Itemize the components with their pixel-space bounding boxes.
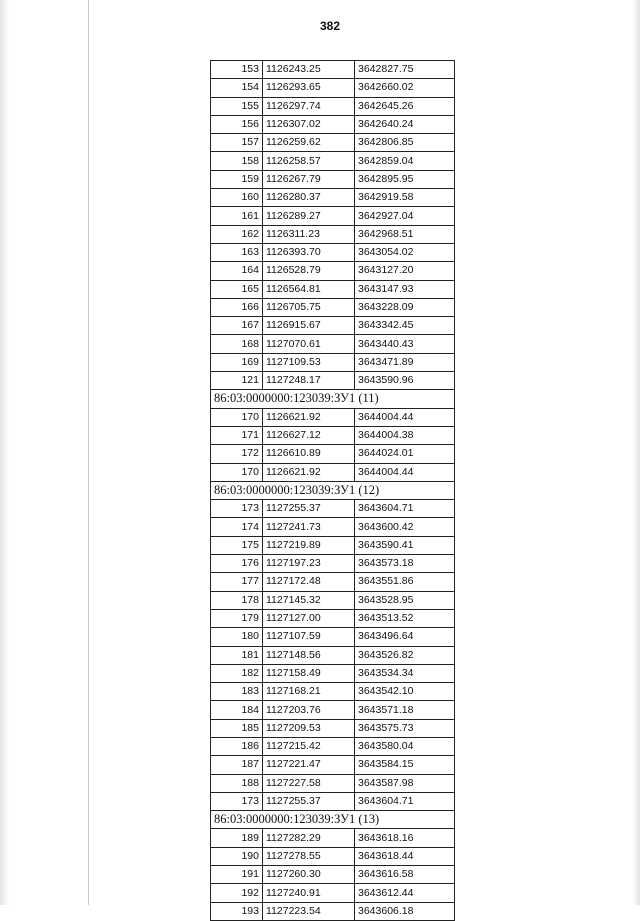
point-number-cell: 153: [211, 61, 263, 79]
y-coordinate-cell: 3643600.42: [355, 518, 455, 536]
y-coordinate-cell: 3643604.71: [355, 792, 455, 810]
y-coordinate-cell: 3644024.01: [355, 445, 455, 463]
y-coordinate-cell: 3643054.02: [355, 243, 455, 261]
point-number-cell: 121: [211, 372, 263, 390]
point-number-cell: 191: [211, 866, 263, 884]
table-row: [211, 207, 455, 225]
table-row: [211, 97, 455, 115]
point-number-cell: 163: [211, 243, 263, 261]
table-row: [211, 518, 455, 536]
x-coordinate-cell: 1127203.76: [263, 701, 355, 719]
table-row: [211, 79, 455, 97]
point-number-cell: 173: [211, 792, 263, 810]
point-number-cell: 158: [211, 152, 263, 170]
y-coordinate-cell: 3642968.51: [355, 225, 455, 243]
table-row: [211, 500, 455, 518]
x-coordinate-cell: 1126280.37: [263, 189, 355, 207]
y-coordinate-cell: 3643551.86: [355, 573, 455, 591]
table-row: [211, 664, 455, 682]
point-number-cell: 157: [211, 134, 263, 152]
parcel-id: 86:03:0000000:123039:ЗУ1 (12): [211, 481, 455, 499]
point-number-cell: 173: [211, 500, 263, 518]
x-coordinate-cell: 1127107.59: [263, 628, 355, 646]
x-coordinate-cell: 1127145.32: [263, 591, 355, 609]
x-coordinate-cell: 1126243.25: [263, 61, 355, 79]
y-coordinate-cell: 3643228.09: [355, 298, 455, 316]
y-coordinate-cell: 3642640.24: [355, 115, 455, 133]
x-coordinate-cell: 1126564.81: [263, 280, 355, 298]
y-coordinate-cell: 3643612.44: [355, 884, 455, 902]
y-coordinate-cell: 3643606.18: [355, 902, 455, 920]
table-row: [211, 262, 455, 280]
x-coordinate-cell: 1126267.79: [263, 170, 355, 188]
y-coordinate-cell: 3643542.10: [355, 683, 455, 701]
x-coordinate-cell: 1127255.37: [263, 500, 355, 518]
y-coordinate-cell: 3643528.95: [355, 591, 455, 609]
table-row: [211, 445, 455, 463]
page-number: 382: [319, 19, 341, 33]
y-coordinate-cell: 3643616.58: [355, 866, 455, 884]
table-row: [211, 408, 455, 426]
parcel-id: 86:03:0000000:123039:ЗУ1 (13): [211, 811, 455, 829]
y-coordinate-cell: 3643587.98: [355, 774, 455, 792]
point-number-cell: 192: [211, 884, 263, 902]
point-number-cell: 164: [211, 262, 263, 280]
point-number-cell: 160: [211, 189, 263, 207]
table-row: [211, 646, 455, 664]
x-coordinate-cell: 1126311.23: [263, 225, 355, 243]
point-number-cell: 172: [211, 445, 263, 463]
y-coordinate-cell: 3643573.18: [355, 555, 455, 573]
x-coordinate-cell: 1126621.92: [263, 463, 355, 481]
y-coordinate-cell: 3642859.04: [355, 152, 455, 170]
table-row: [211, 152, 455, 170]
point-number-cell: 181: [211, 646, 263, 664]
y-coordinate-cell: 3642827.75: [355, 61, 455, 79]
x-coordinate-cell: 1127278.55: [263, 847, 355, 865]
table-row: [211, 61, 455, 79]
x-coordinate-cell: 1127172.48: [263, 573, 355, 591]
x-coordinate-cell: 1127127.00: [263, 609, 355, 627]
x-coordinate-cell: 1126293.65: [263, 79, 355, 97]
x-coordinate-cell: 1127197.23: [263, 555, 355, 573]
y-coordinate-cell: 3642645.26: [355, 97, 455, 115]
y-coordinate-cell: 3644004.44: [355, 463, 455, 481]
point-number-cell: 183: [211, 683, 263, 701]
x-coordinate-cell: 1127219.89: [263, 536, 355, 554]
point-number-cell: 166: [211, 298, 263, 316]
y-coordinate-cell: 3643534.34: [355, 664, 455, 682]
y-coordinate-cell: 3644004.44: [355, 408, 455, 426]
table-row: [211, 866, 455, 884]
y-coordinate-cell: 3643147.93: [355, 280, 455, 298]
table-row: [211, 847, 455, 865]
x-coordinate-cell: 1127223.54: [263, 902, 355, 920]
x-coordinate-cell: 1127070.61: [263, 335, 355, 353]
table-row: [211, 609, 455, 627]
point-number-cell: 182: [211, 664, 263, 682]
point-number-cell: 165: [211, 280, 263, 298]
y-coordinate-cell: 3643590.96: [355, 372, 455, 390]
y-coordinate-cell: 3642919.58: [355, 189, 455, 207]
table-row: [211, 243, 455, 261]
section-header-row: [211, 390, 455, 408]
y-coordinate-cell: 3643580.04: [355, 737, 455, 755]
x-coordinate-cell: 1126621.92: [263, 408, 355, 426]
table-row: [211, 189, 455, 207]
y-coordinate-cell: 3644004.38: [355, 426, 455, 444]
point-number-cell: 170: [211, 408, 263, 426]
point-number-cell: 161: [211, 207, 263, 225]
scan-fold-line: [88, 0, 89, 905]
table-row: [211, 134, 455, 152]
y-coordinate-cell: 3642895.95: [355, 170, 455, 188]
y-coordinate-cell: 3643342.45: [355, 317, 455, 335]
point-number-cell: 162: [211, 225, 263, 243]
table-row: [211, 683, 455, 701]
table-row: [211, 591, 455, 609]
x-coordinate-cell: 1127109.53: [263, 353, 355, 371]
point-number-cell: 176: [211, 555, 263, 573]
coordinates-table: [210, 60, 455, 921]
point-number-cell: 171: [211, 426, 263, 444]
y-coordinate-cell: 3643618.16: [355, 829, 455, 847]
table-row: [211, 792, 455, 810]
point-number-cell: 189: [211, 829, 263, 847]
x-coordinate-cell: 1127260.30: [263, 866, 355, 884]
y-coordinate-cell: 3643618.44: [355, 847, 455, 865]
x-coordinate-cell: 1127148.56: [263, 646, 355, 664]
point-number-cell: 186: [211, 737, 263, 755]
table-row: [211, 829, 455, 847]
table-row: [211, 555, 455, 573]
x-coordinate-cell: 1126915.67: [263, 317, 355, 335]
section-header-row: [211, 481, 455, 499]
y-coordinate-cell: 3643584.15: [355, 756, 455, 774]
table-row: [211, 225, 455, 243]
point-number-cell: 193: [211, 902, 263, 920]
x-coordinate-cell: 1127168.21: [263, 683, 355, 701]
x-coordinate-cell: 1126259.62: [263, 134, 355, 152]
table-row: [211, 372, 455, 390]
x-coordinate-cell: 1126610.89: [263, 445, 355, 463]
y-coordinate-cell: 3642660.02: [355, 79, 455, 97]
scan-edge-left: [0, 0, 10, 905]
table-row: [211, 701, 455, 719]
x-coordinate-cell: 1126289.27: [263, 207, 355, 225]
table-row: [211, 737, 455, 755]
x-coordinate-cell: 1127215.42: [263, 737, 355, 755]
x-coordinate-cell: 1126627.12: [263, 426, 355, 444]
x-coordinate-cell: 1127221.47: [263, 756, 355, 774]
point-number-cell: 170: [211, 463, 263, 481]
x-coordinate-cell: 1126307.02: [263, 115, 355, 133]
section-header-row: [211, 811, 455, 829]
table-row: [211, 463, 455, 481]
y-coordinate-cell: 3642806.85: [355, 134, 455, 152]
table-row: [211, 774, 455, 792]
table-row: [211, 884, 455, 902]
table-row: [211, 719, 455, 737]
x-coordinate-cell: 1126528.79: [263, 262, 355, 280]
y-coordinate-cell: 3643496.64: [355, 628, 455, 646]
y-coordinate-cell: 3643471.89: [355, 353, 455, 371]
y-coordinate-cell: 3643513.52: [355, 609, 455, 627]
table-row: [211, 317, 455, 335]
x-coordinate-cell: 1127240.91: [263, 884, 355, 902]
point-number-cell: 188: [211, 774, 263, 792]
y-coordinate-cell: 3643571.18: [355, 701, 455, 719]
point-number-cell: 178: [211, 591, 263, 609]
table-row: [211, 298, 455, 316]
point-number-cell: 154: [211, 79, 263, 97]
coordinates-table-body: [211, 61, 455, 921]
point-number-cell: 187: [211, 756, 263, 774]
x-coordinate-cell: 1127255.37: [263, 792, 355, 810]
point-number-cell: 159: [211, 170, 263, 188]
table-row: [211, 115, 455, 133]
x-coordinate-cell: 1126705.75: [263, 298, 355, 316]
x-coordinate-cell: 1127248.17: [263, 372, 355, 390]
point-number-cell: 155: [211, 97, 263, 115]
table-row: [211, 756, 455, 774]
point-number-cell: 169: [211, 353, 263, 371]
point-number-cell: 190: [211, 847, 263, 865]
x-coordinate-cell: 1127227.58: [263, 774, 355, 792]
point-number-cell: 185: [211, 719, 263, 737]
point-number-cell: 175: [211, 536, 263, 554]
y-coordinate-cell: 3643127.20: [355, 262, 455, 280]
x-coordinate-cell: 1126393.70: [263, 243, 355, 261]
point-number-cell: 184: [211, 701, 263, 719]
y-coordinate-cell: 3643526.82: [355, 646, 455, 664]
parcel-id: 86:03:0000000:123039:ЗУ1 (11): [211, 390, 455, 408]
point-number-cell: 179: [211, 609, 263, 627]
table-row: [211, 335, 455, 353]
x-coordinate-cell: 1127282.29: [263, 829, 355, 847]
point-number-cell: 168: [211, 335, 263, 353]
x-coordinate-cell: 1126258.57: [263, 152, 355, 170]
x-coordinate-cell: 1127158.49: [263, 664, 355, 682]
scan-edge-right: [632, 0, 640, 905]
x-coordinate-cell: 1126297.74: [263, 97, 355, 115]
table-row: [211, 280, 455, 298]
y-coordinate-cell: 3643604.71: [355, 500, 455, 518]
x-coordinate-cell: 1127209.53: [263, 719, 355, 737]
table-row: [211, 353, 455, 371]
table-row: [211, 628, 455, 646]
y-coordinate-cell: 3643440.43: [355, 335, 455, 353]
x-coordinate-cell: 1127241.73: [263, 518, 355, 536]
point-number-cell: 174: [211, 518, 263, 536]
table-row: [211, 426, 455, 444]
y-coordinate-cell: 3643590.41: [355, 536, 455, 554]
table-row: [211, 170, 455, 188]
point-number-cell: 167: [211, 317, 263, 335]
point-number-cell: 156: [211, 115, 263, 133]
y-coordinate-cell: 3642927.04: [355, 207, 455, 225]
point-number-cell: 177: [211, 573, 263, 591]
point-number-cell: 180: [211, 628, 263, 646]
y-coordinate-cell: 3643575.73: [355, 719, 455, 737]
table-row: [211, 573, 455, 591]
table-row: [211, 536, 455, 554]
